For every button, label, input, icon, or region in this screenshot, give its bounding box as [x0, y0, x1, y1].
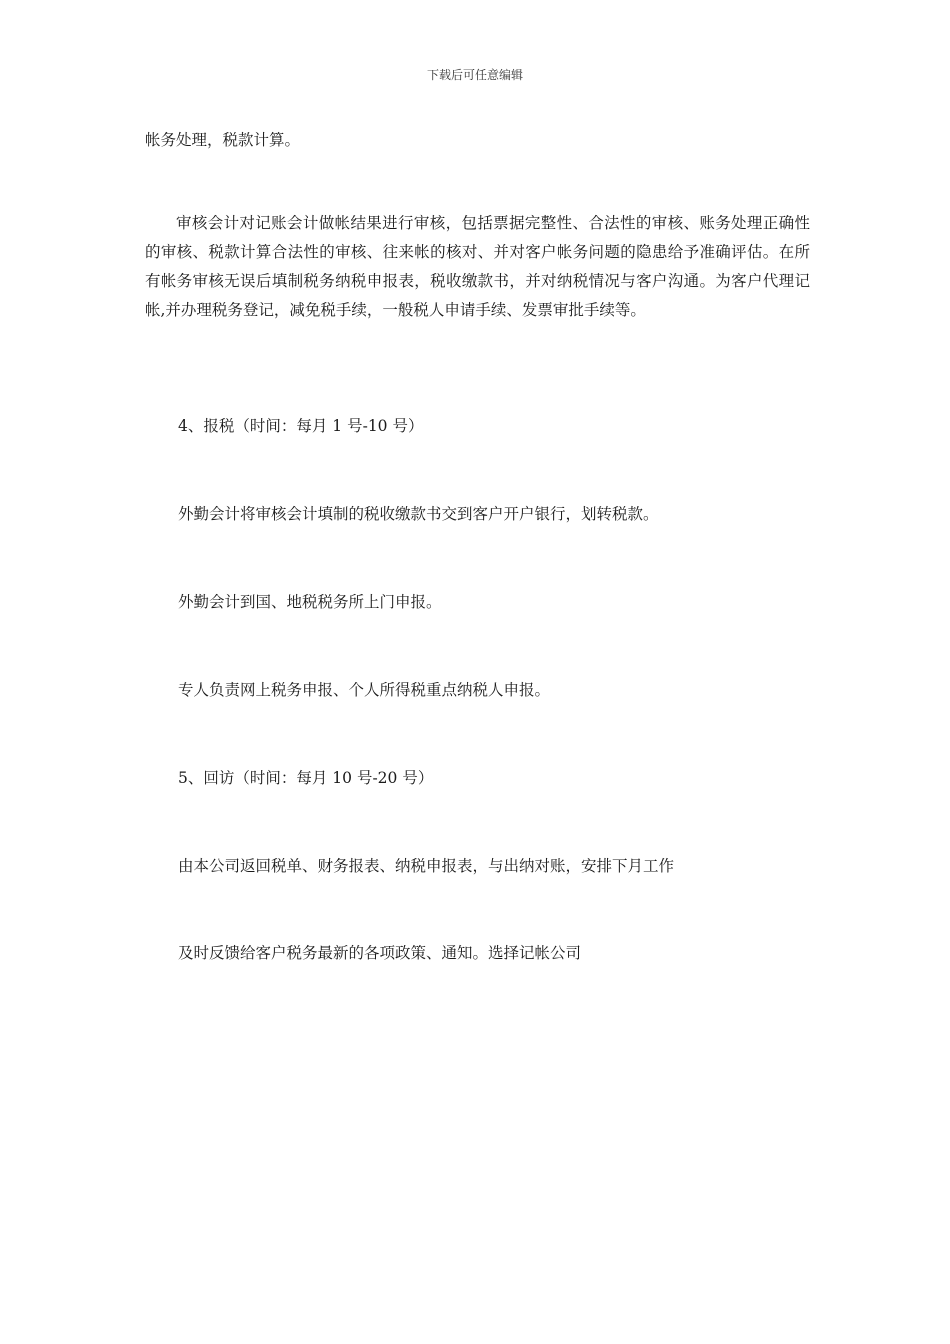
section-4-item-1: 外勤会计将审核会计填制的税收缴款书交到客户开户银行，划转税款。 [178, 505, 659, 523]
header-note: 下载后可任意编辑 [426, 68, 523, 82]
continuation-line: 帐务处理，税款计算。 [145, 131, 301, 149]
section-5-item-2: 及时反馈给客户税务最新的各项政策、通知。选择记帐公司 [178, 944, 582, 962]
section-4-item-3: 专人负责网上税务申报、个人所得税重点纳税人申报。 [178, 681, 551, 699]
audit-paragraph: 审核会计对记账会计做帐结果进行审核，包括票据完整性、合法性的审核、账务处理正确性的审核、税款计算合法性的审核、往来帐的核对、并对客户帐务问题的隐患给予准确评估。在所有帐务审核无误后填制税务纳税申报表，税收缴款书，并对纳税情况与客户沟通。为客户代理记帐,并办理税务登记，减免税手续，一般税人申请手续、发票审批手续等。 [145, 214, 810, 319]
section-4-item-2: 外勤会计到国、地税税务所上门申报。 [178, 593, 442, 611]
section-5-item-1: 由本公司返回税单、财务报表、纳税申报表，与出纳对账，安排下月工作 [178, 857, 675, 875]
section-4-heading: 4、报税（时间：每月 1 号-10 号） [178, 417, 424, 435]
section-5-heading: 5、回访（时间：每月 10 号-20 号） [178, 769, 434, 787]
